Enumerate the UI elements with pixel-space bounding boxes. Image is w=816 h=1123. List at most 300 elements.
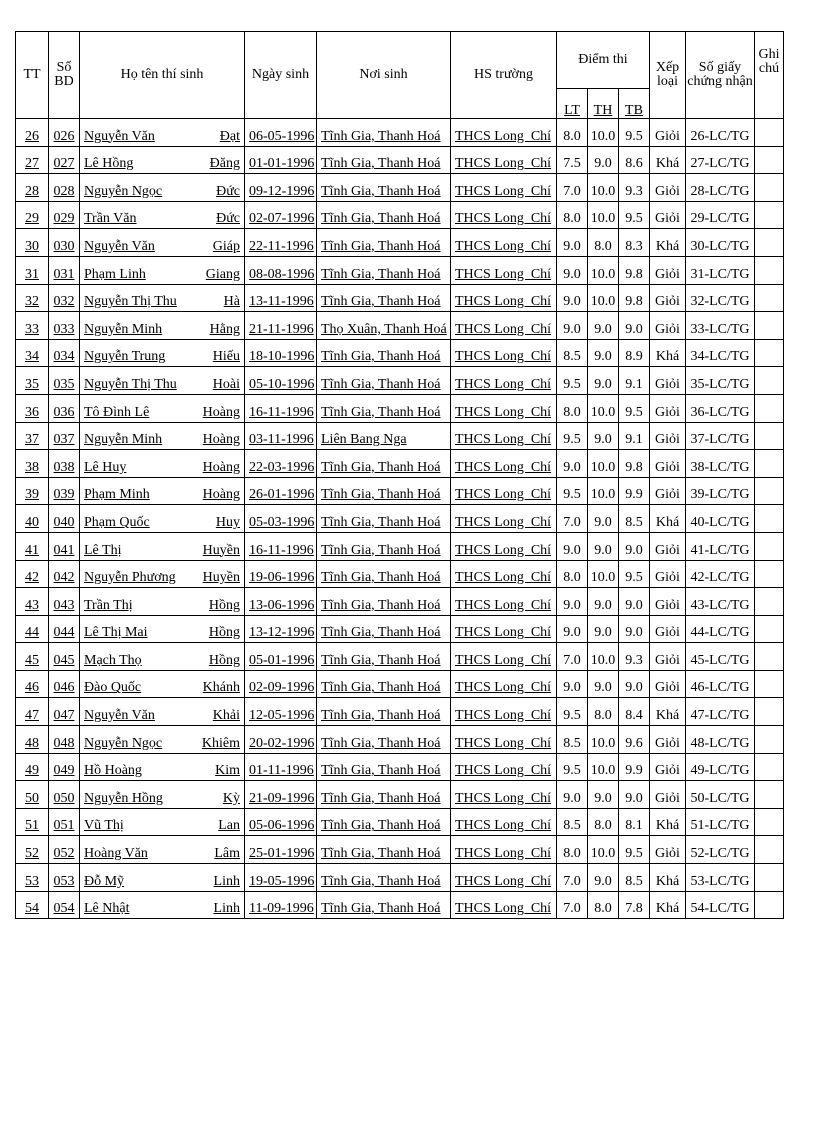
cell-th: 10.0 [588, 119, 619, 147]
cell-th: 10.0 [588, 477, 619, 505]
cell-lt: 9.5 [557, 367, 588, 395]
table-row [16, 505, 802, 533]
cell-tt: 38 [16, 450, 49, 478]
cell-school: THCS Long Chí [451, 643, 557, 671]
cell-tt: 53 [16, 864, 49, 892]
cell-tt: 35 [16, 367, 49, 395]
cell-note [755, 477, 784, 505]
cell-note [755, 229, 784, 257]
cell-birthplace: Tĩnh Gia, Thanh Hoá [317, 698, 451, 726]
cell-given: Khải [212, 708, 240, 724]
cell-tb: 9.5 [619, 560, 650, 588]
cell-rank: Giỏi [650, 450, 686, 478]
cell-given: Kỳ [222, 790, 240, 806]
cell-school: THCS Long Chí [451, 201, 557, 229]
cell-rank: Giỏi [650, 560, 686, 588]
cell-name: Phạm Quốc [84, 514, 150, 530]
cell-dob: 01-11-1996 [245, 753, 317, 781]
cell-sbd: 033 [49, 312, 80, 340]
cell-school: THCS Long Chí [451, 394, 557, 422]
cell-tt: 39 [16, 477, 49, 505]
cell-tb: 9.1 [619, 422, 650, 450]
cell-cert: 32-LC/TG [686, 284, 755, 312]
cell-rank: Giỏi [650, 174, 686, 202]
cell-name: Nguyễn Minh [84, 321, 163, 337]
table-row [16, 394, 802, 422]
cell-dob: 05-10-1996 [245, 367, 317, 395]
table-row [16, 588, 802, 616]
cell-th: 10.0 [588, 201, 619, 229]
cell-lt: 9.0 [557, 588, 588, 616]
cell-given: Đức [216, 211, 240, 227]
cell-rank: Giỏi [650, 532, 686, 560]
cell-given: Huyền [202, 542, 240, 558]
cell-name: Nguyễn Thị Thu [84, 294, 177, 310]
table-row [16, 643, 802, 671]
cell-given: Khiêm [201, 735, 240, 751]
cell-th: 8.0 [588, 891, 619, 919]
cell-name: Nguyễn Trung [84, 349, 166, 365]
cell-birthplace: Tĩnh Gia, Thanh Hoá [317, 643, 451, 671]
table-row [16, 477, 802, 505]
cell-tb: 8.6 [619, 146, 650, 174]
cell-sbd: 029 [49, 201, 80, 229]
cell-note [755, 836, 784, 864]
cell-cert: 47-LC/TG [686, 698, 755, 726]
cell-rank: Giỏi [650, 836, 686, 864]
cell-tb: 9.9 [619, 753, 650, 781]
cell-cert: 36-LC/TG [686, 394, 755, 422]
cell-school: THCS Long Chí [451, 312, 557, 340]
cell-note [755, 312, 784, 340]
cell-sbd: 038 [49, 450, 80, 478]
cell-rank: Khá [650, 891, 686, 919]
cell-dob: 16-11-1996 [245, 394, 317, 422]
cell-fullname [80, 588, 245, 616]
cell-rank: Khá [650, 339, 686, 367]
cell-school: THCS Long Chí [451, 864, 557, 892]
cell-tt: 47 [16, 698, 49, 726]
cell-given: Kim [215, 763, 240, 779]
cell-tt: 45 [16, 643, 49, 671]
table-row [16, 146, 802, 174]
cell-fullname [80, 284, 245, 312]
cell-rank: Giỏi [650, 201, 686, 229]
cell-school: THCS Long Chí [451, 698, 557, 726]
cell-name: Lê Thị [84, 542, 122, 558]
table-row [16, 781, 802, 809]
cell-lt: 8.0 [557, 119, 588, 147]
header-school: HS trường [451, 32, 557, 119]
cell-school: THCS Long Chí [451, 808, 557, 836]
cell-rank: Khá [650, 146, 686, 174]
cell-dob: 08-08-1996 [245, 256, 317, 284]
cell-rank: Giỏi [650, 477, 686, 505]
cell-fullname [80, 891, 245, 919]
cell-fullname [80, 394, 245, 422]
cell-tt: 33 [16, 312, 49, 340]
header-sbd-line1: Số [56, 60, 72, 75]
cell-th: 8.0 [588, 808, 619, 836]
cell-birthplace: Tĩnh Gia, Thanh Hoá [317, 229, 451, 257]
cell-tb: 9.0 [619, 312, 650, 340]
cell-note [755, 643, 784, 671]
cell-lt: 9.5 [557, 422, 588, 450]
cell-tt: 26 [16, 119, 49, 147]
cell-birthplace: Tĩnh Gia, Thanh Hoá [317, 753, 451, 781]
cell-lt: 9.0 [557, 450, 588, 478]
cell-birthplace: Liên Bang Nga [317, 422, 451, 450]
cell-birthplace: Tĩnh Gia, Thanh Hoá [317, 836, 451, 864]
cell-given: Hồng [208, 625, 240, 641]
table-row [16, 339, 802, 367]
cell-school: THCS Long Chí [451, 753, 557, 781]
cell-given: Đăng [209, 156, 240, 172]
cell-fullname [80, 339, 245, 367]
cell-fullname [80, 146, 245, 174]
cell-school: THCS Long Chí [451, 256, 557, 284]
cell-fullname [80, 698, 245, 726]
cell-dob: 05-01-1996 [245, 643, 317, 671]
cell-dob: 26-01-1996 [245, 477, 317, 505]
cell-lt: 8.0 [557, 394, 588, 422]
cell-lt: 7.0 [557, 505, 588, 533]
cell-school: THCS Long Chí [451, 615, 557, 643]
header-rank-line2: loại [657, 74, 678, 89]
cell-cert: 38-LC/TG [686, 450, 755, 478]
cell-fullname [80, 560, 245, 588]
cell-sbd: 036 [49, 394, 80, 422]
cell-name: Nguyễn Hồng [84, 790, 163, 806]
cell-tb: 9.0 [619, 588, 650, 616]
cell-dob: 13-12-1996 [245, 615, 317, 643]
cell-cert: 43-LC/TG [686, 588, 755, 616]
cell-cert: 27-LC/TG [686, 146, 755, 174]
cell-rank: Giỏi [650, 119, 686, 147]
cell-given: Linh [213, 901, 240, 917]
cell-th: 8.0 [588, 229, 619, 257]
cell-note [755, 670, 784, 698]
cell-given: Linh [213, 873, 240, 889]
cell-name: Lê Huy [84, 459, 127, 475]
cell-note [755, 891, 784, 919]
cell-lt: 9.0 [557, 532, 588, 560]
header-lt: LT [557, 89, 588, 119]
cell-tb: 9.8 [619, 256, 650, 284]
cell-fullname [80, 808, 245, 836]
cell-dob: 02-09-1996 [245, 670, 317, 698]
cell-dob: 01-01-1996 [245, 146, 317, 174]
cell-lt: 9.0 [557, 256, 588, 284]
cell-tt: 48 [16, 726, 49, 754]
cell-note [755, 450, 784, 478]
table-row [16, 312, 802, 340]
cell-birthplace: Tĩnh Gia, Thanh Hoá [317, 477, 451, 505]
cell-th: 9.0 [588, 588, 619, 616]
cell-fullname [80, 615, 245, 643]
cell-fullname [80, 422, 245, 450]
cell-tt: 36 [16, 394, 49, 422]
cell-th: 10.0 [588, 560, 619, 588]
cell-tt: 29 [16, 201, 49, 229]
cell-sbd: 053 [49, 864, 80, 892]
cell-lt: 8.0 [557, 201, 588, 229]
cell-sbd: 050 [49, 781, 80, 809]
cell-th: 9.0 [588, 422, 619, 450]
cell-birthplace: Tĩnh Gia, Thanh Hoá [317, 450, 451, 478]
table-row [16, 284, 802, 312]
cell-given: Hoàng [202, 459, 240, 475]
cell-tt: 49 [16, 753, 49, 781]
table-row [16, 119, 802, 147]
table-row [16, 450, 802, 478]
cell-given: Hoàng [202, 432, 240, 448]
header-cert [686, 32, 755, 119]
cell-lt: 9.0 [557, 670, 588, 698]
cell-tb: 8.5 [619, 505, 650, 533]
cell-birthplace: Thọ Xuân, Thanh Hoá [317, 312, 451, 340]
cell-sbd: 027 [49, 146, 80, 174]
cell-lt: 9.0 [557, 312, 588, 340]
cell-tb: 9.1 [619, 367, 650, 395]
cell-cert: 48-LC/TG [686, 726, 755, 754]
cell-lt: 7.5 [557, 146, 588, 174]
cell-birthplace: Tĩnh Gia, Thanh Hoá [317, 394, 451, 422]
header-birthplace: Nơi sinh [317, 32, 451, 119]
cell-given: Huy [215, 514, 240, 530]
cell-cert: 35-LC/TG [686, 367, 755, 395]
cell-cert: 30-LC/TG [686, 229, 755, 257]
cell-sbd: 041 [49, 532, 80, 560]
header-note-line2: chú [758, 61, 780, 76]
cell-rank: Giỏi [650, 588, 686, 616]
cell-birthplace: Tĩnh Gia, Thanh Hoá [317, 146, 451, 174]
cell-rank: Giỏi [650, 284, 686, 312]
cell-fullname [80, 477, 245, 505]
cell-given: Giáp [212, 238, 240, 254]
cell-note [755, 394, 784, 422]
cell-th: 8.0 [588, 698, 619, 726]
header-sbd [49, 32, 80, 119]
header-scores: Điểm thi [557, 32, 650, 89]
cell-name: Mạch Thọ [84, 652, 142, 668]
cell-birthplace: Tĩnh Gia, Thanh Hoá [317, 726, 451, 754]
cell-tt: 37 [16, 422, 49, 450]
cell-sbd: 028 [49, 174, 80, 202]
cell-rank: Khá [650, 808, 686, 836]
cell-th: 9.0 [588, 532, 619, 560]
cell-sbd: 035 [49, 367, 80, 395]
cell-cert: 37-LC/TG [686, 422, 755, 450]
header-row [16, 32, 802, 89]
cell-dob: 21-11-1996 [245, 312, 317, 340]
cell-sbd: 031 [49, 256, 80, 284]
cell-rank: Giỏi [650, 367, 686, 395]
cell-sbd: 049 [49, 753, 80, 781]
cell-th: 10.0 [588, 836, 619, 864]
cell-tb: 9.5 [619, 201, 650, 229]
cell-birthplace: Tĩnh Gia, Thanh Hoá [317, 615, 451, 643]
cell-fullname [80, 864, 245, 892]
cell-dob: 09-12-1996 [245, 174, 317, 202]
cell-school: THCS Long Chí [451, 422, 557, 450]
cell-th: 9.0 [588, 670, 619, 698]
header-note [755, 32, 784, 119]
cell-tt: 44 [16, 615, 49, 643]
cell-rank: Giỏi [650, 670, 686, 698]
cell-tb: 9.8 [619, 284, 650, 312]
header-th: TH [588, 89, 619, 119]
table-row [16, 615, 802, 643]
header-note-line1: Ghi [758, 47, 780, 62]
cell-note [755, 560, 784, 588]
cell-fullname [80, 753, 245, 781]
cell-rank: Giỏi [650, 781, 686, 809]
cell-given: Khánh [202, 680, 240, 696]
header-name: Họ tên thí sinh [80, 32, 245, 119]
cell-dob: 13-06-1996 [245, 588, 317, 616]
cell-name: Phạm Linh [84, 266, 146, 282]
cell-lt: 8.0 [557, 560, 588, 588]
cell-note [755, 422, 784, 450]
cell-cert: 45-LC/TG [686, 643, 755, 671]
cell-tb: 8.1 [619, 808, 650, 836]
table-row [16, 808, 802, 836]
cell-dob: 13-11-1996 [245, 284, 317, 312]
cell-given: Lan [218, 818, 240, 834]
cell-birthplace: Tĩnh Gia, Thanh Hoá [317, 367, 451, 395]
cell-tt: 52 [16, 836, 49, 864]
cell-th: 10.0 [588, 394, 619, 422]
cell-sbd: 052 [49, 836, 80, 864]
cell-sbd: 040 [49, 505, 80, 533]
cell-note [755, 532, 784, 560]
header-rank [650, 32, 686, 119]
cell-fullname [80, 450, 245, 478]
cell-tb: 9.6 [619, 726, 650, 754]
cell-given: Hoàng [202, 487, 240, 503]
cell-school: THCS Long Chí [451, 477, 557, 505]
cell-name: Nguyễn Ngọc [84, 183, 163, 199]
cell-cert: 33-LC/TG [686, 312, 755, 340]
cell-dob: 12-05-1996 [245, 698, 317, 726]
cell-given: Hồng [208, 597, 240, 613]
cell-fullname [80, 256, 245, 284]
cell-sbd: 045 [49, 643, 80, 671]
cell-name: Trần Văn [84, 211, 137, 227]
cell-given: Đức [216, 183, 240, 199]
cell-tb: 9.5 [619, 836, 650, 864]
cell-sbd: 046 [49, 670, 80, 698]
cell-note [755, 615, 784, 643]
cell-tb: 9.5 [619, 119, 650, 147]
cell-sbd: 034 [49, 339, 80, 367]
cell-dob: 03-11-1996 [245, 422, 317, 450]
cell-sbd: 039 [49, 477, 80, 505]
cell-dob: 19-06-1996 [245, 560, 317, 588]
cell-sbd: 043 [49, 588, 80, 616]
cell-school: THCS Long Chí [451, 284, 557, 312]
cell-name: Nguyễn Minh [84, 432, 163, 448]
cell-lt: 9.0 [557, 615, 588, 643]
cell-th: 10.0 [588, 174, 619, 202]
table-row [16, 367, 802, 395]
cell-lt: 9.0 [557, 781, 588, 809]
cell-tb: 8.9 [619, 339, 650, 367]
cell-fullname [80, 532, 245, 560]
results-table [15, 31, 802, 919]
cell-school: THCS Long Chí [451, 891, 557, 919]
cell-name: Nguyễn Phương [84, 570, 176, 586]
cell-cert: 31-LC/TG [686, 256, 755, 284]
cell-sbd: 037 [49, 422, 80, 450]
cell-lt: 9.5 [557, 698, 588, 726]
header-tb: TB [619, 89, 650, 119]
cell-lt: 7.0 [557, 864, 588, 892]
cell-name: Nguyễn Thị Thu [84, 376, 177, 392]
cell-fullname [80, 312, 245, 340]
cell-birthplace: Tĩnh Gia, Thanh Hoá [317, 670, 451, 698]
cell-school: THCS Long Chí [451, 588, 557, 616]
cell-lt: 9.0 [557, 229, 588, 257]
cell-dob: 25-01-1996 [245, 836, 317, 864]
cell-tt: 51 [16, 808, 49, 836]
cell-note [755, 146, 784, 174]
cell-th: 9.0 [588, 505, 619, 533]
cell-school: THCS Long Chí [451, 781, 557, 809]
cell-fullname [80, 726, 245, 754]
cell-dob: 21-09-1996 [245, 781, 317, 809]
cell-note [755, 201, 784, 229]
cell-school: THCS Long Chí [451, 229, 557, 257]
cell-fullname [80, 781, 245, 809]
cell-school: THCS Long Chí [451, 339, 557, 367]
cell-note [755, 284, 784, 312]
cell-fullname [80, 119, 245, 147]
cell-school: THCS Long Chí [451, 670, 557, 698]
cell-tt: 54 [16, 891, 49, 919]
cell-birthplace: Tĩnh Gia, Thanh Hoá [317, 201, 451, 229]
cell-given: Hà [223, 294, 240, 310]
cell-rank: Khá [650, 698, 686, 726]
cell-tb: 9.0 [619, 670, 650, 698]
cell-cert: 51-LC/TG [686, 808, 755, 836]
cell-given: Đạt [219, 128, 240, 144]
cell-dob: 11-09-1996 [245, 891, 317, 919]
cell-note [755, 505, 784, 533]
cell-birthplace: Tĩnh Gia, Thanh Hoá [317, 174, 451, 202]
cell-name: Vũ Thị [84, 818, 124, 834]
cell-name: Nguyễn Ngọc [84, 735, 163, 751]
cell-school: THCS Long Chí [451, 532, 557, 560]
cell-dob: 19-05-1996 [245, 864, 317, 892]
cell-lt: 8.5 [557, 808, 588, 836]
cell-tt: 46 [16, 670, 49, 698]
table-row [16, 560, 802, 588]
cell-fullname [80, 367, 245, 395]
cell-birthplace: Tĩnh Gia, Thanh Hoá [317, 256, 451, 284]
table-row [16, 256, 802, 284]
cell-birthplace: Tĩnh Gia, Thanh Hoá [317, 505, 451, 533]
table-row [16, 726, 802, 754]
cell-th: 9.0 [588, 367, 619, 395]
header-sbd-line2: BD [54, 74, 74, 89]
cell-tt: 31 [16, 256, 49, 284]
cell-school: THCS Long Chí [451, 726, 557, 754]
cell-tb: 7.8 [619, 891, 650, 919]
cell-dob: 18-10-1996 [245, 339, 317, 367]
cell-cert: 41-LC/TG [686, 532, 755, 560]
